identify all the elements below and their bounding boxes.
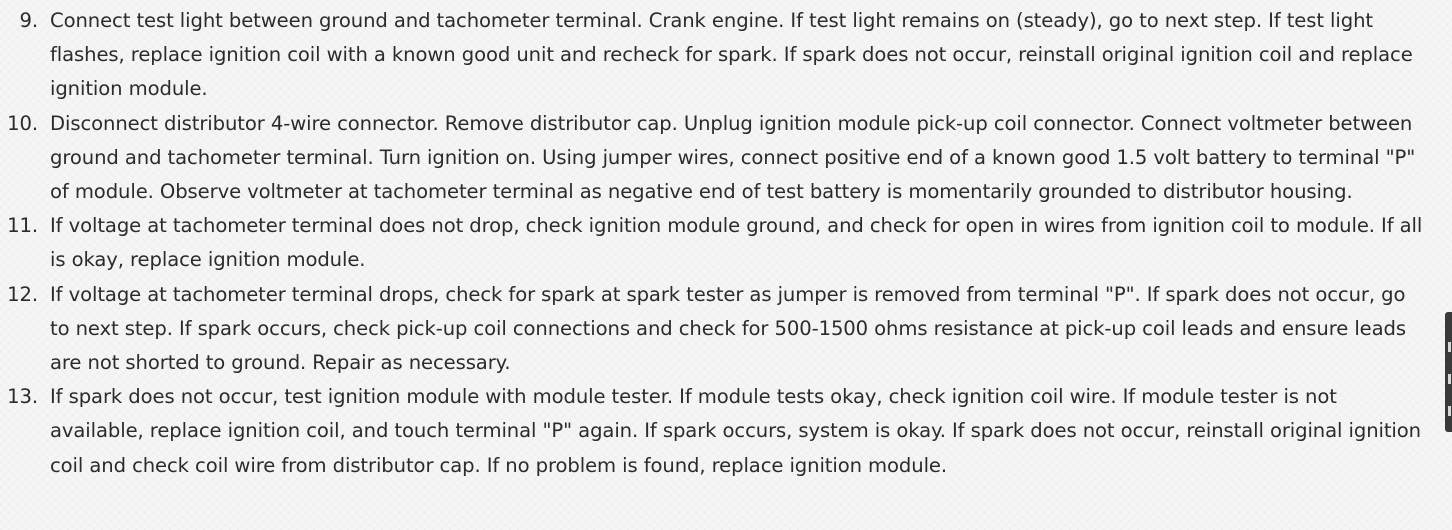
step-text: Disconnect distributor 4-wire connector. Remove distributor cap. Unplug ignition module pick-up coil connector. Connect voltmeter between ground and tachometer terminal. Turn ignition on. Using jumper wires, connect positive end of a known good 1.5 volt battery to terminal "P" of module. Observe voltmeter at tachometer terminal as negative end of test battery is momentarily grounded to distributor housing. xyxy=(50,111,1416,204)
step-text: Connect test light between ground and tachometer terminal. Crank engine. If test light remains on (steady), go to next step. If test light flashes, replace ignition coil with a known good unit and recheck for spark. If spark does not occur, reinstall original ignition coil and replace ignition module. xyxy=(50,9,1413,101)
tab-grip-mark xyxy=(1448,342,1451,352)
step-number: 12. xyxy=(7,282,38,306)
troubleshooting-steps-list xyxy=(0,4,1430,483)
step-number: 10. xyxy=(7,111,38,135)
tab-grip-mark xyxy=(1448,406,1451,416)
step-item-12 xyxy=(0,278,1430,381)
step-item-9 xyxy=(0,4,1430,107)
side-panel-toggle-tab[interactable] xyxy=(1445,312,1452,432)
step-text: If voltage at tachometer terminal does not drop, check ignition module ground, and check for open in wires from ignition coil to module. If all is okay, replace ignition module. xyxy=(50,214,1423,272)
step-text: If spark does not occur, test ignition module with module tester. If module tests okay, check ignition coil wire. If module tester is not available, replace ignition coil, and touch terminal "P" again. If spark occurs, system is okay. If spark does not occur, reinstall original ignition coil and check coil wire from distributor cap. If no problem is found, replace ignition module. xyxy=(50,385,1421,477)
step-item-10 xyxy=(0,107,1430,210)
step-number: 9. xyxy=(19,9,38,32)
step-number: 11. xyxy=(7,214,38,238)
step-text: If voltage at tachometer terminal drops, check for spark at spark tester as jumper is removed from terminal "P". If spark does not occur, go to next step. If spark occurs, check pick-up coil connections and check for 500-1500 ohms resistance at pick-up coil leads and ensure leads are not shorted to ground. Repair as necessary. xyxy=(50,282,1406,375)
step-item-11 xyxy=(0,209,1430,277)
step-number: 13. xyxy=(7,385,38,409)
step-item-13 xyxy=(0,380,1430,483)
tab-grip-mark xyxy=(1448,374,1451,384)
